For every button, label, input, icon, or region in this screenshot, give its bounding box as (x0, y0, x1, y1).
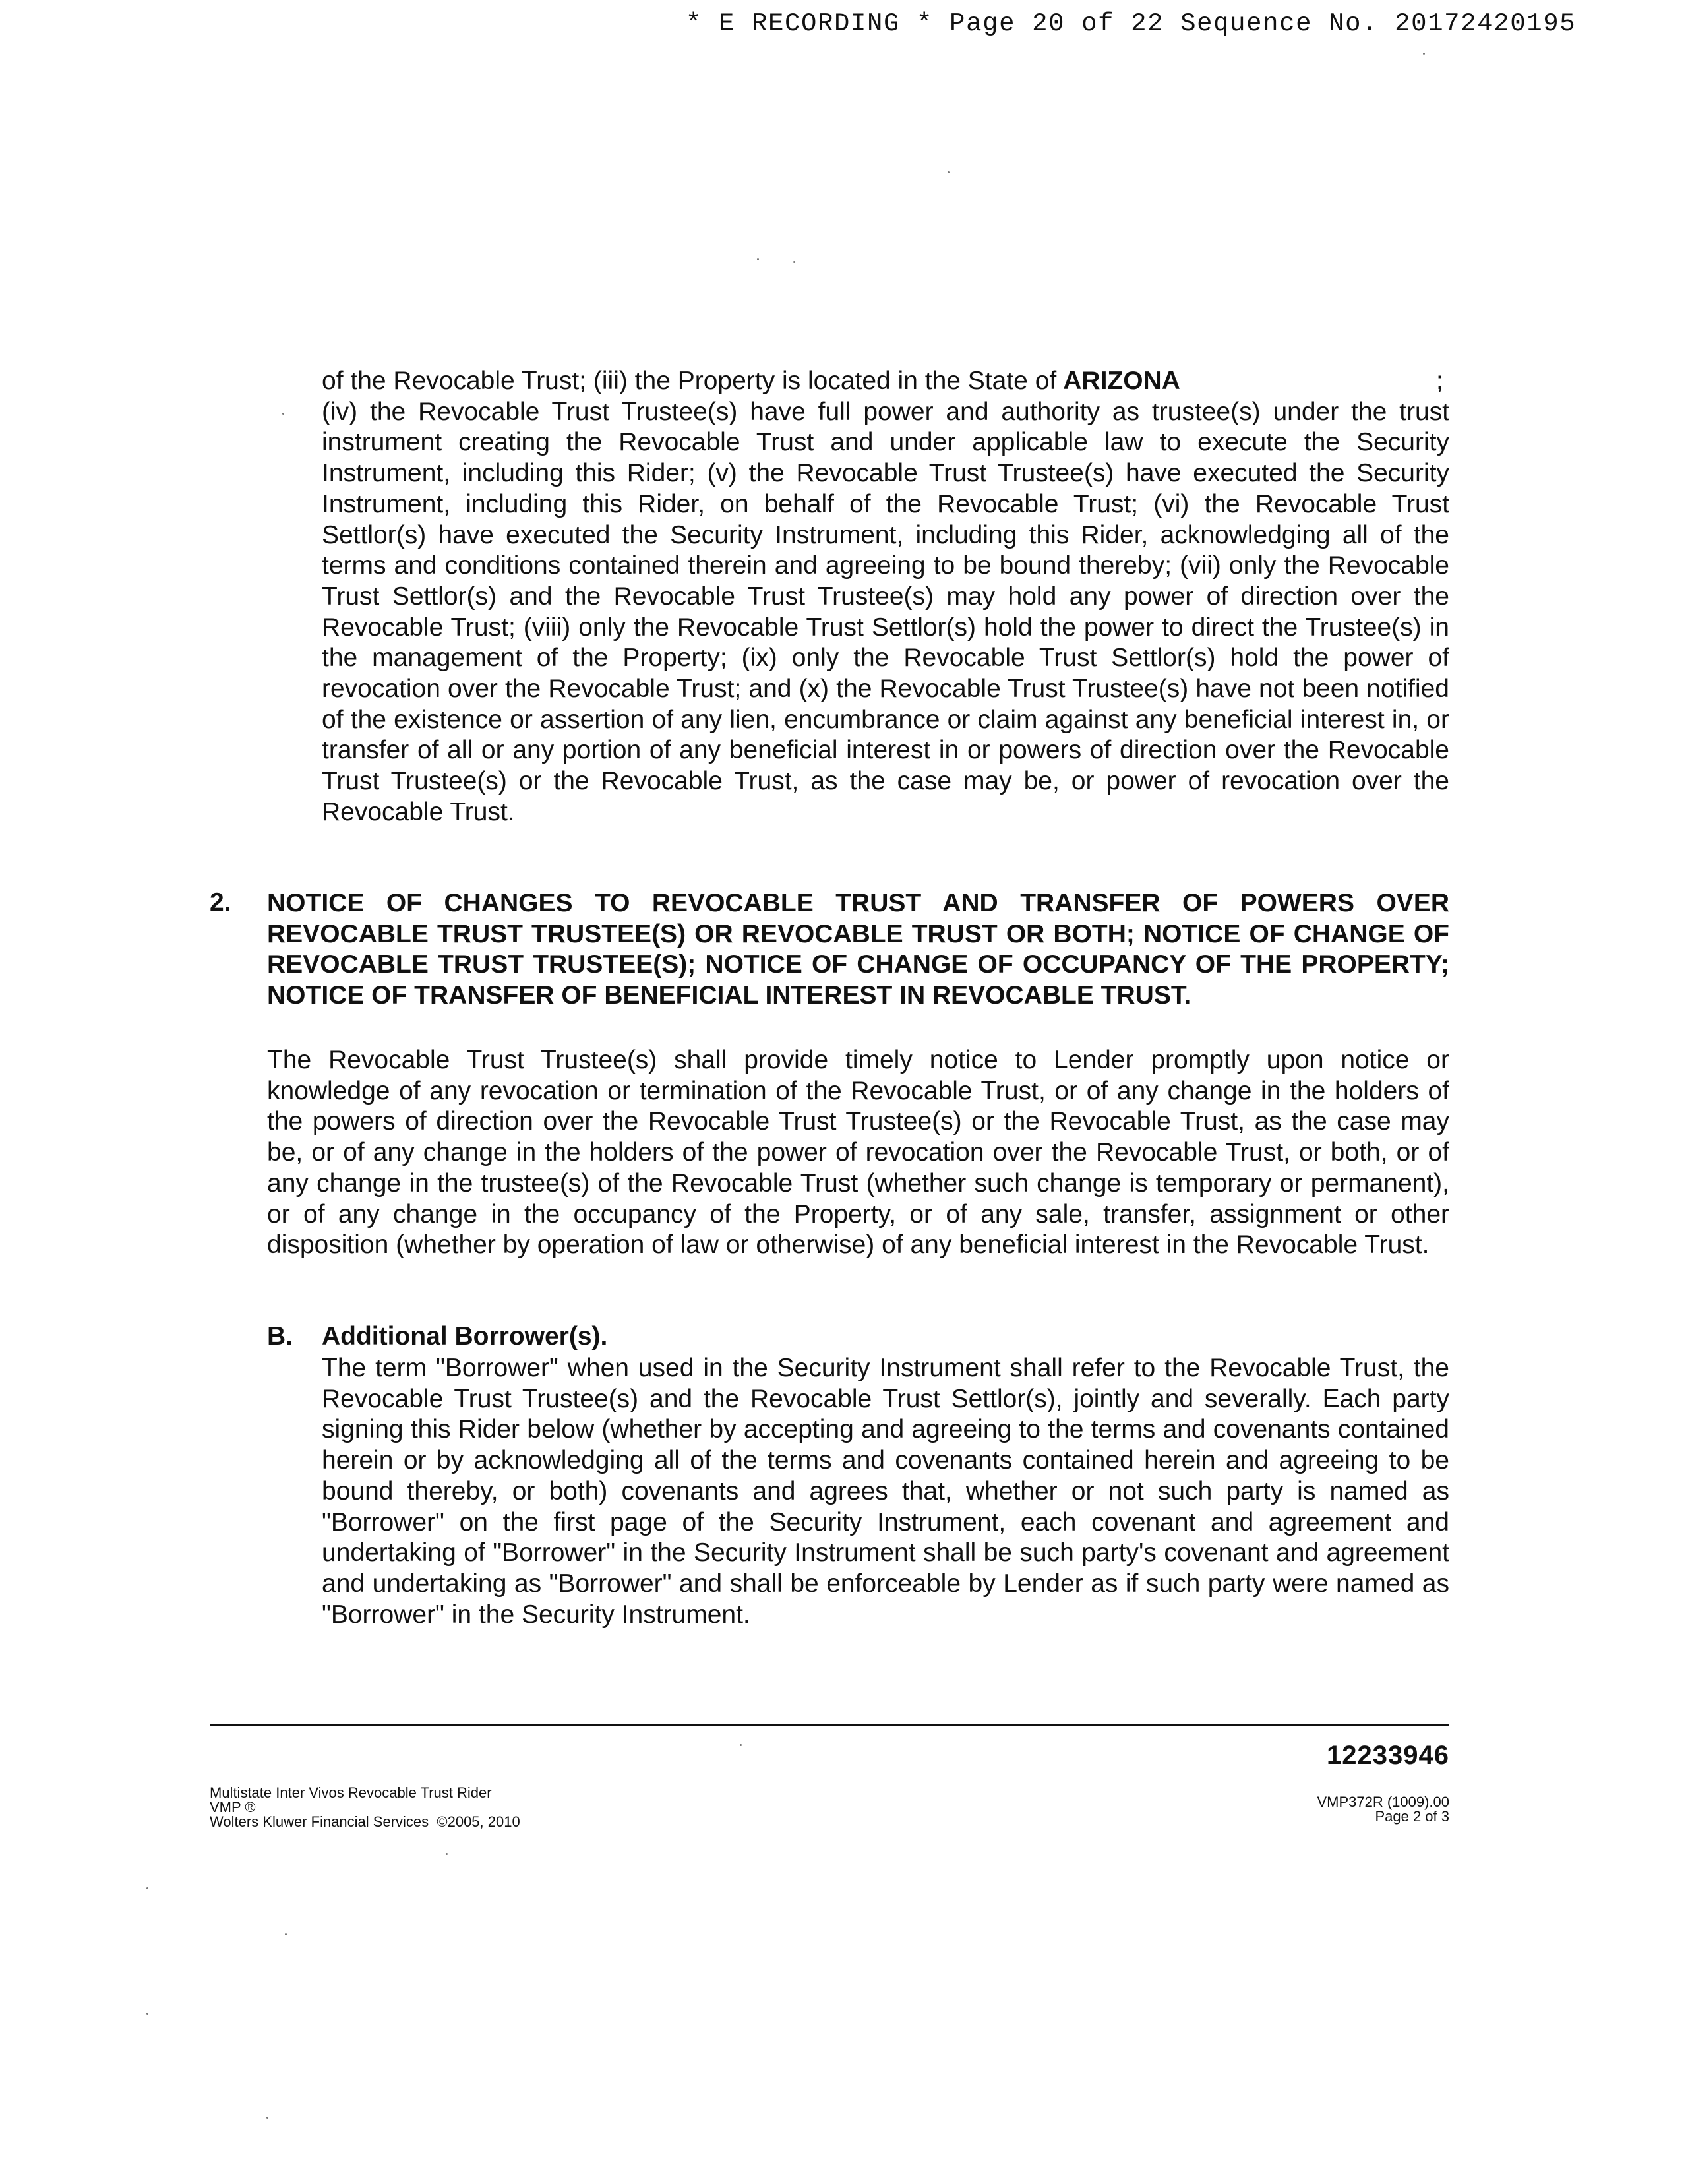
scan-speck (285, 1933, 287, 1935)
sectionB-body: The term "Borrower" when used in the Security Instrument shall refer to the Revocable Trust, the Revocable Trust Trustee(s) and the Revocable Trust Settlor(s), jointly and severally. Each party signing this Rider below (whether by accepting and agreeing to the terms and covenants contained herein or by acknowledging all of the terms and covenants contained herein and agreeing to be bound thereby, or both) covenants and agrees that, whether or not such party is named as "Borrower" on the first page of the Security Instrument, each covenant and agreement and undertaking of "Borrower" in the Security Instrument shall be such party's covenant and agreement and undertaking as "Borrower" and shall be enforceable by Lender as if such party were named as "Borrower" in the Security Instrument. (322, 1354, 1449, 1629)
state-line (322, 366, 1449, 397)
loan-number: 12233946 (1327, 1741, 1449, 1770)
scan-speck (740, 1744, 742, 1746)
form-title: Multistate Inter Vivos Revocable Trust Rider (210, 1784, 492, 1801)
scan-speck (266, 2117, 268, 2119)
copyright: ©2005, 2010 (437, 1813, 520, 1830)
scan-speck (146, 2013, 148, 2015)
scan-speck (793, 261, 795, 263)
section1-body: (iv) the Revocable Trust Trustee(s) have full power and authority as trustee(s) under the trust instrument creating the Revocable Trust and under applicable law to execute the Security Instrument, including this Rider; (v) the Revocable Trust Trustee(s) have executed the Security Instrument, including this Rider, on behalf of the Revocable Trust; (vi) the Revocable Trust Settlor(s) have executed the Security Instrument, including this Rider, acknowledging all of the terms and conditions contained therein and agreeing to be bound thereby; (vii) only the Revocable Trust Settlor(s) and the Revocable Trust Trustee(s) may hold any power of direction over the Revocable Trust; (viii) only the Revocable Trust Settlor(s) hold the power to direct the Trustee(s) in the management of the Property; (ix) only the Revocable Trust Settlor(s) hold the power of revocation over the Revocable Trust; and (x) the Revocable Trust Trustee(s) have not been notified of the existence or assertion of any lien, encumbrance or claim against any beneficial interest in, or transfer of all or any portion of any beneficial interest in or powers of direction over the Revocable Trust Trustee(s) or the Revocable Trust, as the case may be, or power of revocation over the Revocable Trust. (322, 397, 1449, 826)
sectionB-title: Additional Borrower(s). (322, 1322, 608, 1350)
footer-divider (210, 1724, 1449, 1726)
page-info: Page 2 of 3 (1375, 1808, 1449, 1825)
section2-number: 2. (210, 888, 231, 917)
scan-speck (446, 1853, 448, 1855)
footer-form-code (1317, 1795, 1449, 1824)
scan-speck (757, 258, 759, 260)
scan-speck (948, 171, 950, 173)
state-name: ARIZONA (1063, 367, 1180, 395)
state-line-prefix: of the Revocable Trust; (iii) the Property is located in the State of (322, 367, 1057, 395)
recording-stamp: * E RECORDING * Page 20 of 22 Sequence No. 20172420195 (686, 9, 1577, 38)
scan-speck (1423, 53, 1425, 55)
vmp-mark: VMP ® (210, 1799, 256, 1815)
sectionB-letter: B. (267, 1322, 293, 1350)
section1-continuation (322, 366, 1449, 828)
publisher: Wolters Kluwer Financial Services (210, 1813, 429, 1830)
state-semicolon: ; (1436, 367, 1443, 395)
form-code: VMP372R (1009).00 (1317, 1794, 1449, 1810)
scan-speck (282, 413, 284, 415)
section2-heading: NOTICE OF CHANGES TO REVOCABLE TRUST AND TRANSFER OF POWERS OVER REVOCABLE TRUST TRUSTEE(S) OR REVOCABLE TRUST OR BOTH; NOTICE OF CHANGE OF REVOCABLE TRUST TRUSTEE(S); NOTICE OF CHANGE OF OCCUPANCY OF THE PROPERTY; NOTICE OF TRANSFER OF BENEFICIAL INTEREST IN REVOCABLE TRUST. (267, 889, 1449, 1010)
section2-body: The Revocable Trust Trustee(s) shall provide timely notice to Lender promptly upon notice or knowledge of any revocation or termination of the Revocable Trust, or of any change in the holders of the powers of direction over the Revocable Trust Trustee(s) or the Revocable Trust, as the case may be, or of any change in the holders of the power of revocation over the Revocable Trust, or both, or of any change in the trustee(s) of the Revocable Trust (whether such change is temporary or permanent), or of any change in the occupancy of the Property, or of any sale, transfer, assignment or other disposition (whether by operation of law or otherwise) of any beneficial interest in the Revocable Trust. (267, 1046, 1449, 1259)
publisher-line (210, 1815, 520, 1829)
scan-speck (146, 1887, 148, 1889)
footer-form-info (210, 1786, 520, 1829)
